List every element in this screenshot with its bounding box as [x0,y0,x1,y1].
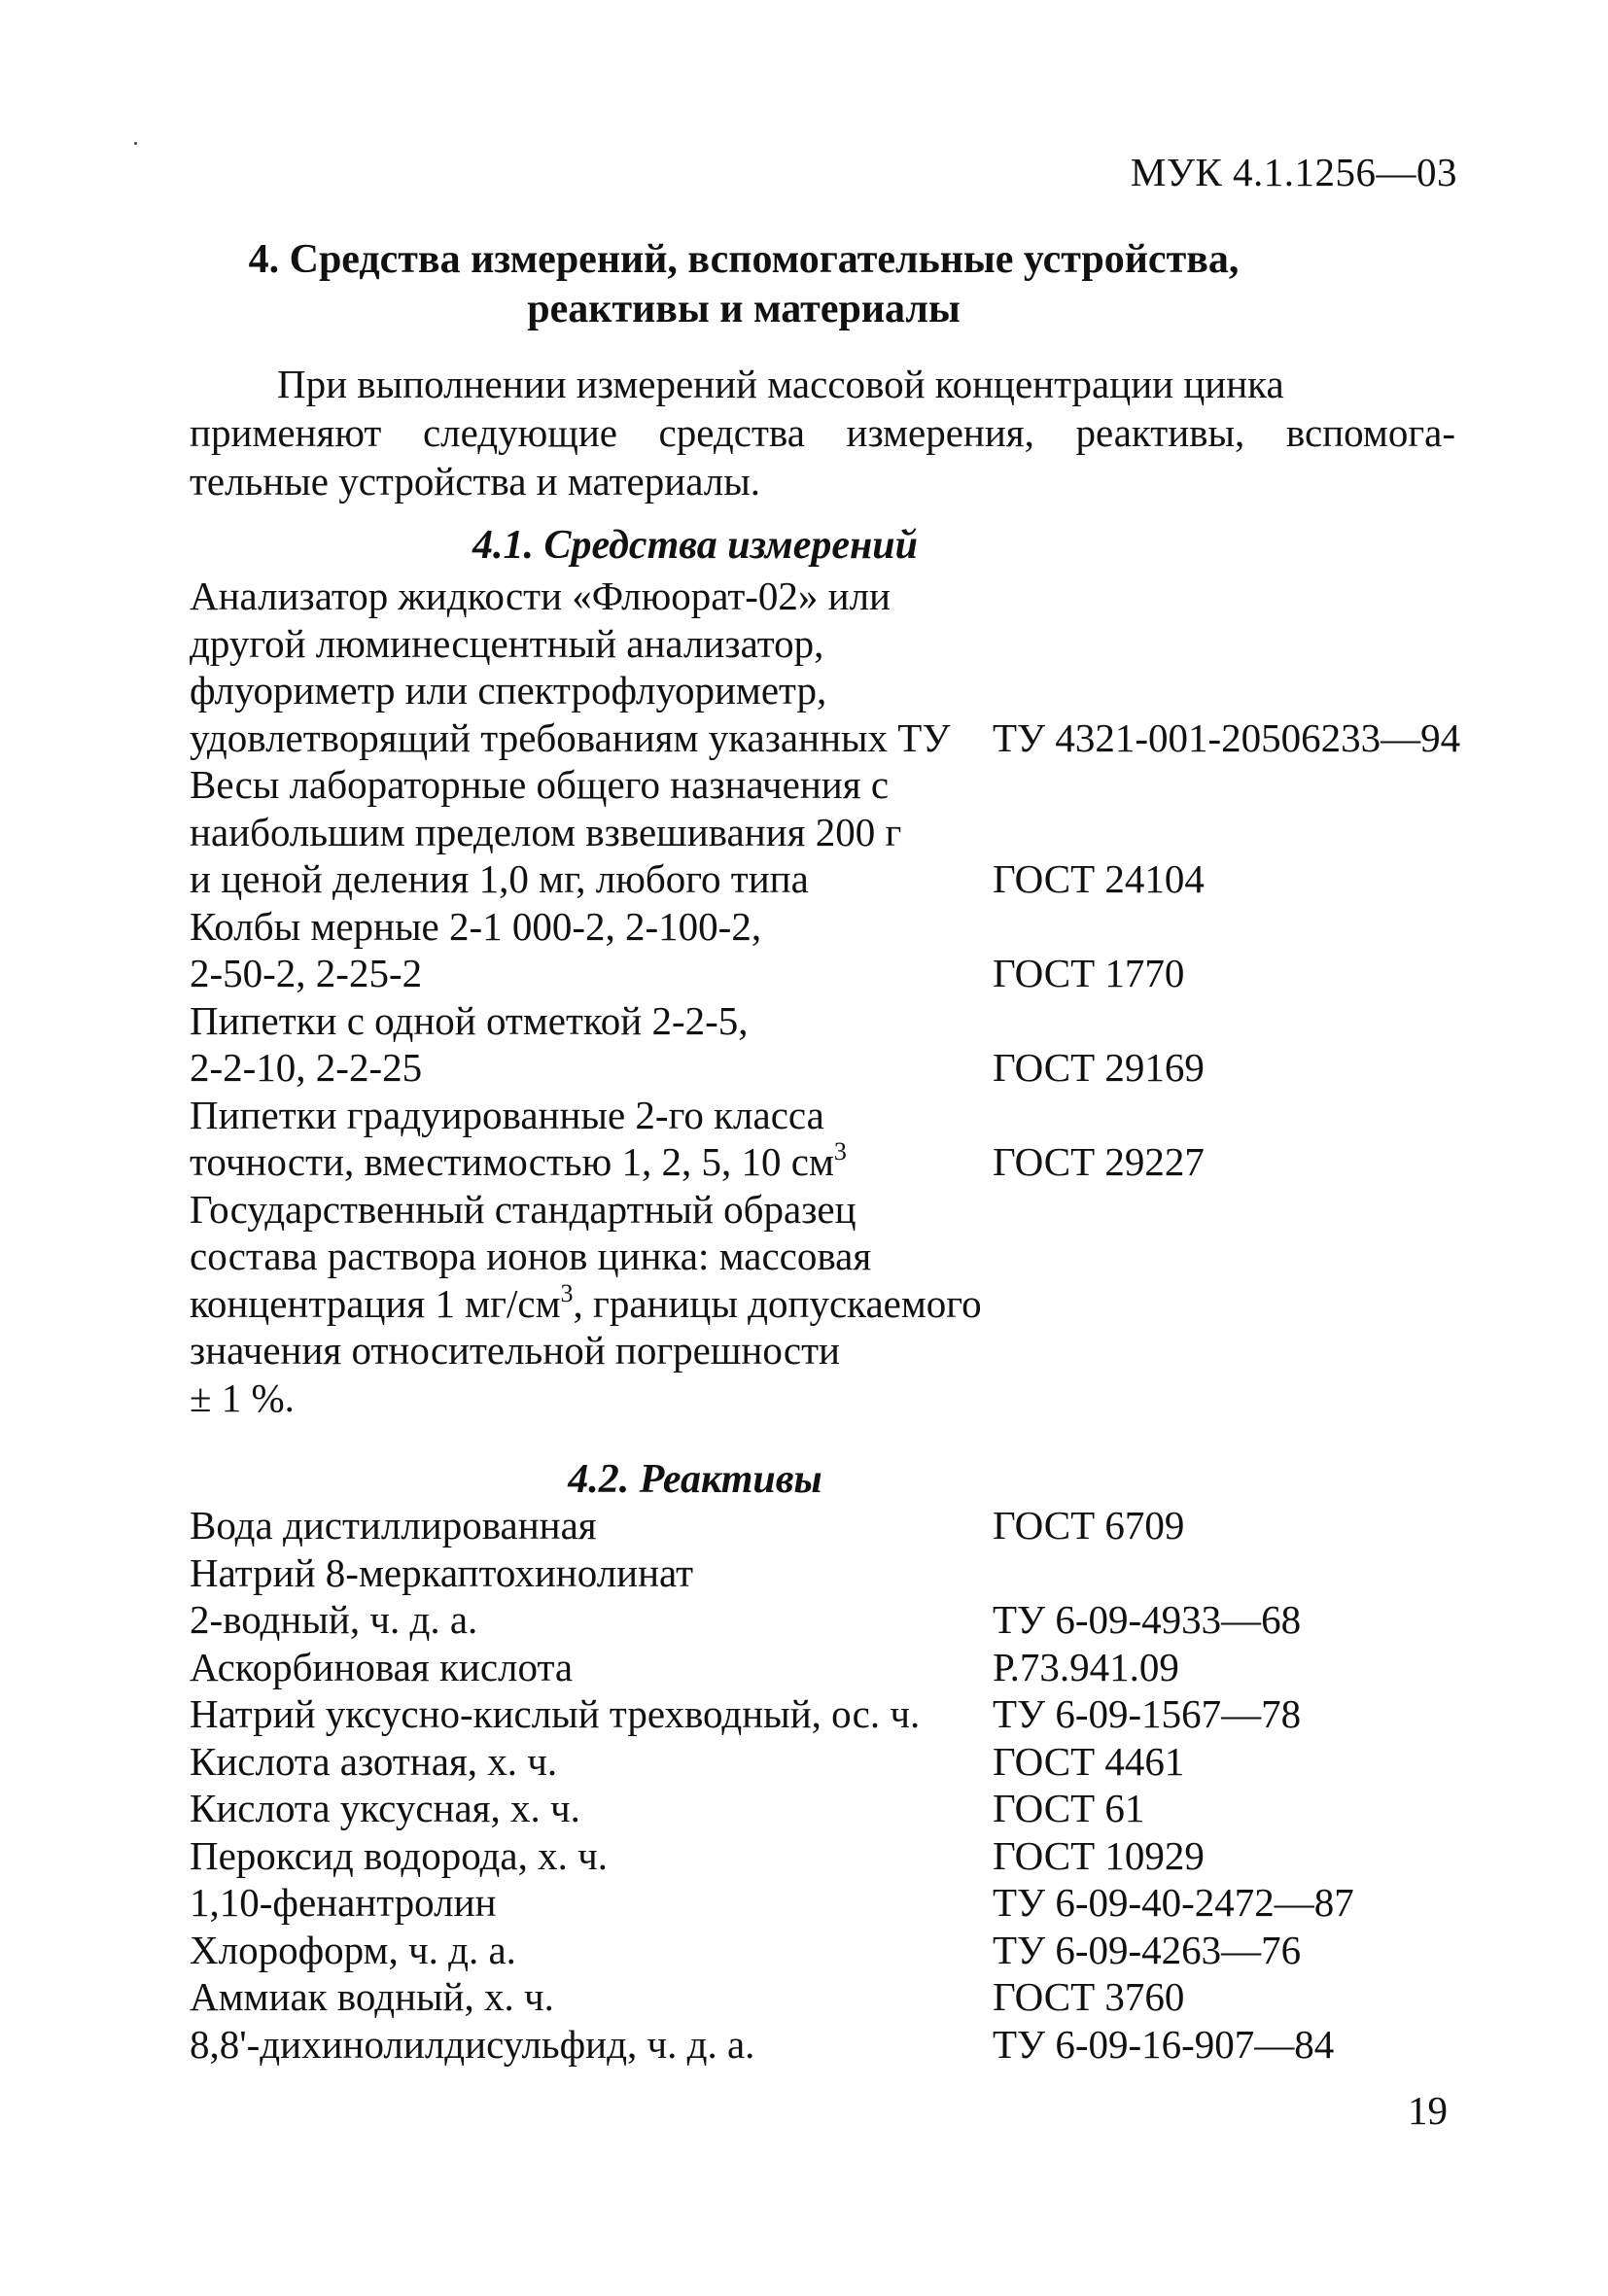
reagents-list [190,1502,1483,2068]
item-standard: ГОСТ 1770 [993,951,1185,995]
item-name-text: Весы лабораторные общего назначения с [190,762,890,807]
item-standard: Р.73.941.09 [993,1644,1179,1689]
intro-line: применяют следующие средства измерения, реактивы, вспомога- [190,410,1455,455]
item-standard: ГОСТ 10929 [993,1832,1205,1878]
item-name [190,1374,295,1422]
list-item [190,855,1483,903]
list-item [190,1044,1483,1092]
item-name-text: Натрий уксусно-кислый трехводный, ос. ч. [190,1691,921,1736]
item-name [190,1879,496,1927]
section-title-line: реактивы и материалы [527,287,961,331]
item-name-text: Хлороформ, ч. д. а. [190,1927,516,1972]
list-item [190,1374,1483,1422]
item-standard: ТУ 6-09-4933—68 [993,1597,1302,1642]
reagents-heading: 4.2. Реактивы [568,1457,822,1502]
item-name [190,950,422,997]
list-item [190,1927,1483,1974]
superscript: 3 [560,1278,574,1307]
section-title [190,235,1298,334]
item-name-text: концентрация 1 мг/см [190,1280,561,1326]
list-item [190,667,1483,714]
item-name-text: Пипетки градуированные 2-го класса [190,1092,824,1137]
item-name-text: удовлетворящий требованиям указанных ТУ [190,714,951,760]
item-standard: ТУ 6-09-40-2472—87 [993,1880,1354,1925]
item-standard: ТУ 4321-001-20506233—94 [993,714,1461,760]
page-number: 19 [1408,2088,1448,2133]
item-name-text: точности, вместимостью 1, 2, 5, 10 см [190,1139,834,1184]
item-name-text: Аскорбиновая кислота [190,1644,574,1689]
item-standard: ТУ 6-09-16-907—84 [993,2021,1335,2067]
list-item [190,1092,1483,1139]
item-name-text: 2-водный, ч. д. а. [190,1597,478,1642]
list-item [190,1233,1483,1280]
list-item [190,2021,1483,2069]
item-name-text: Аммиак водный, х. ч. [190,1974,554,2019]
item-name-tail: , границы допускаемого [573,1280,982,1326]
intro-line: При выполнении измерений массовой концентрации цинка [277,362,1284,406]
list-item [190,903,1483,951]
item-name [190,1233,871,1280]
list-item [190,1549,1483,1597]
running-header: МУК 4.1.1256—03 [1130,150,1457,194]
item-name [190,1502,597,1549]
item-name [190,1973,554,2021]
item-standard: ГОСТ 3760 [993,1974,1185,2019]
item-name-text: Натрий 8-меркаптохинолинат [190,1549,694,1595]
item-name [190,1644,573,1691]
item-name [190,1280,982,1328]
list-item [190,1879,1483,1927]
list-item [190,1280,1483,1328]
item-name [190,714,950,762]
item-name-text: флуориметр или спектрофлуориметр, [190,668,827,713]
item-standard: ГОСТ 29169 [993,1045,1205,1090]
item-name [190,1832,608,1880]
list-item [190,714,1483,762]
item-name-text: 8,8'-дихинолилдисульфид, ч. д. а. [190,2021,755,2067]
item-name [190,903,761,951]
item-name [190,809,901,856]
item-name [190,573,891,620]
intro-line: тельные устройства и материалы. [190,459,761,504]
list-item [190,1973,1483,2021]
list-item [190,1738,1483,1786]
item-name [190,1690,920,1738]
list-item [190,573,1483,620]
item-name [190,761,889,809]
item-name-text: Кислота азотная, х. ч. [190,1738,558,1784]
item-name [190,997,749,1045]
item-name-text: Государственный стандартный образец [190,1186,856,1232]
item-name [190,2021,754,2069]
item-name [190,667,826,714]
item-name-text: другой люминесцентный анализатор, [190,620,824,666]
list-item [190,620,1483,668]
item-name [190,1092,824,1139]
instruments-heading: 4.1. Средства измерений [472,523,919,568]
item-name-text: Колбы мерные 2-1 000-2, 2-100-2, [190,903,762,949]
item-name-text: 1,10-фенантролин [190,1880,497,1925]
item-name [190,1044,422,1092]
item-standard: ТУ 6-09-4263—76 [993,1927,1302,1972]
list-item [190,1596,1483,1644]
section-title-line: 4. Средства измерений, вспомогательные устройства, [248,237,1240,282]
item-name [190,1596,477,1644]
list-item [190,1832,1483,1880]
item-standard: ГОСТ 29227 [993,1139,1205,1184]
item-name [190,620,823,668]
item-name-text: Анализатор жидкости «Флюорат-02» или [190,574,891,618]
item-standard: ГОСТ 4461 [993,1738,1185,1784]
scan-speck [134,142,137,145]
list-item [190,1644,1483,1691]
item-name [190,1785,580,1832]
item-name-text: ± 1 %. [190,1374,295,1420]
list-item [190,1327,1483,1374]
list-item [190,950,1483,997]
list-item [190,809,1483,856]
list-item [190,1186,1483,1234]
item-name-text: Пипетки с одной отметкой 2-2-5, [190,997,749,1043]
item-name-text: 2-2-10, 2-2-25 [190,1045,423,1090]
list-item [190,1138,1483,1186]
item-name-text: Кислота уксусная, х. ч. [190,1786,580,1830]
intro-paragraph [190,360,1455,505]
item-standard: ГОСТ 61 [993,1786,1145,1830]
superscript: 3 [833,1137,847,1165]
list-item [190,1690,1483,1738]
item-name [190,1927,516,1974]
item-standard: ГОСТ 6709 [993,1503,1185,1548]
list-item [190,761,1483,809]
item-standard: ГОСТ 24104 [993,856,1205,901]
item-name-text: 2-50-2, 2-25-2 [190,951,423,995]
item-name [190,1327,840,1374]
item-name [190,1186,856,1234]
item-name [190,1549,693,1597]
item-standard: ТУ 6-09-1567—78 [993,1691,1302,1736]
item-name-text: состава раствора ионов цинка: массовая [190,1234,872,1278]
item-name [190,855,809,903]
instruments-list [190,573,1483,1421]
item-name-text: Вода дистиллированная [190,1503,597,1548]
item-name-text: наибольшим пределом взвешивания 200 г [190,809,902,854]
item-name-text: значения относительной погрешности [190,1328,840,1373]
list-item [190,997,1483,1045]
list-item [190,1785,1483,1832]
item-name [190,1138,847,1186]
item-name [190,1738,557,1786]
item-name-text: Пероксид водорода, х. ч. [190,1832,608,1878]
item-name-text: и ценой деления 1,0 мг, любого типа [190,856,809,901]
list-item [190,1502,1483,1549]
